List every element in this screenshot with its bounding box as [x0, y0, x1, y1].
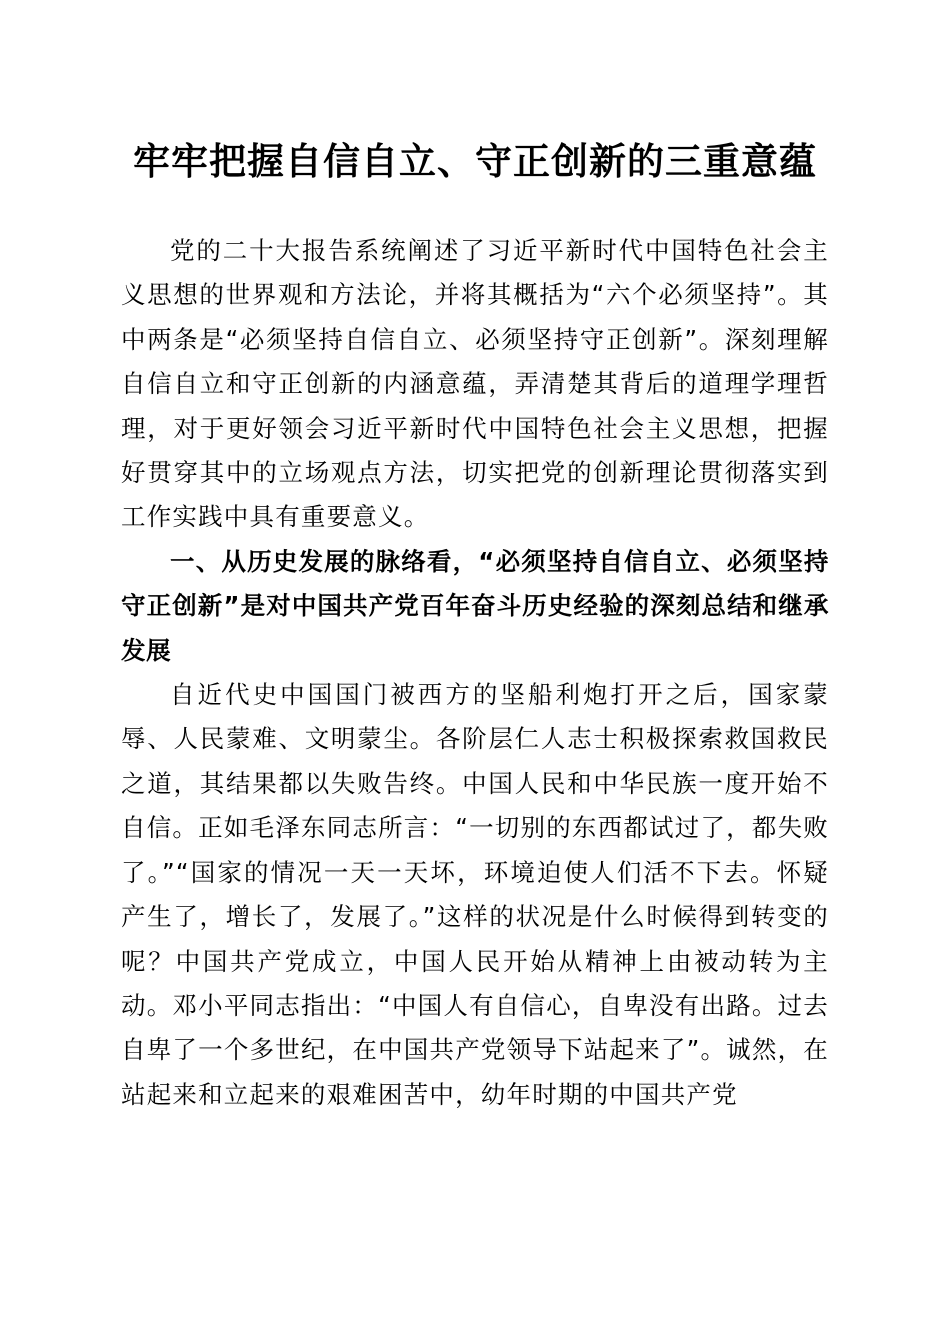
body-paragraph: 自近代史中国国门被西方的坚船利炮打开之后，国家蒙辱、人民蒙难、文明蒙尘。各阶层仁人志士积极探索救国救民之道，其结果都以失败告终。中国人民和中华民族一度开始不自信。正如毛泽东同志所言：“一切别的东西都试过了，都失败了。”“国家的情况一天一天坏，环境迫使人们活不下去。怀疑产生了，增长了，发展了。”这样的状况是什么时候得到转变的呢？中国共产党成立，中国人民开始从精神上由被动转为主动。邓小平同志指出：“中国人有自信心，自卑没有出路。过去自卑了一个多世纪，在中国共产党领导下站起来了”。诚然，在站起来和立起来的艰难困苦中，幼年时期的中国共产党 — [121, 680, 829, 1109]
section-heading-1: 一、从历史发展的脉络看，“必须坚持自信自立、必须坚持守正创新”是对中国共产党百年奋斗历史经验的深刻总结和继承发展 — [121, 546, 829, 665]
intro-paragraph: 党的二十大报告系统阐述了习近平新时代中国特色社会主义思想的世界观和方法论，并将其概括为“六个必须坚持”。其中两条是“必须坚持自信自立、必须坚持守正创新”。深刻理解自信自立和守正创新的内涵意蕴，弄清楚其背后的道理学理哲理，对于更好领会习近平新时代中国特色社会主义思想，把握好贯穿其中的立场观点方法，切实把党的创新理论贯彻落实到工作实践中具有重要意义。 — [121, 236, 829, 532]
document-title: 牢牢把握自信自立、守正创新的三重意蕴 — [133, 139, 817, 183]
document-body — [121, 229, 829, 1117]
